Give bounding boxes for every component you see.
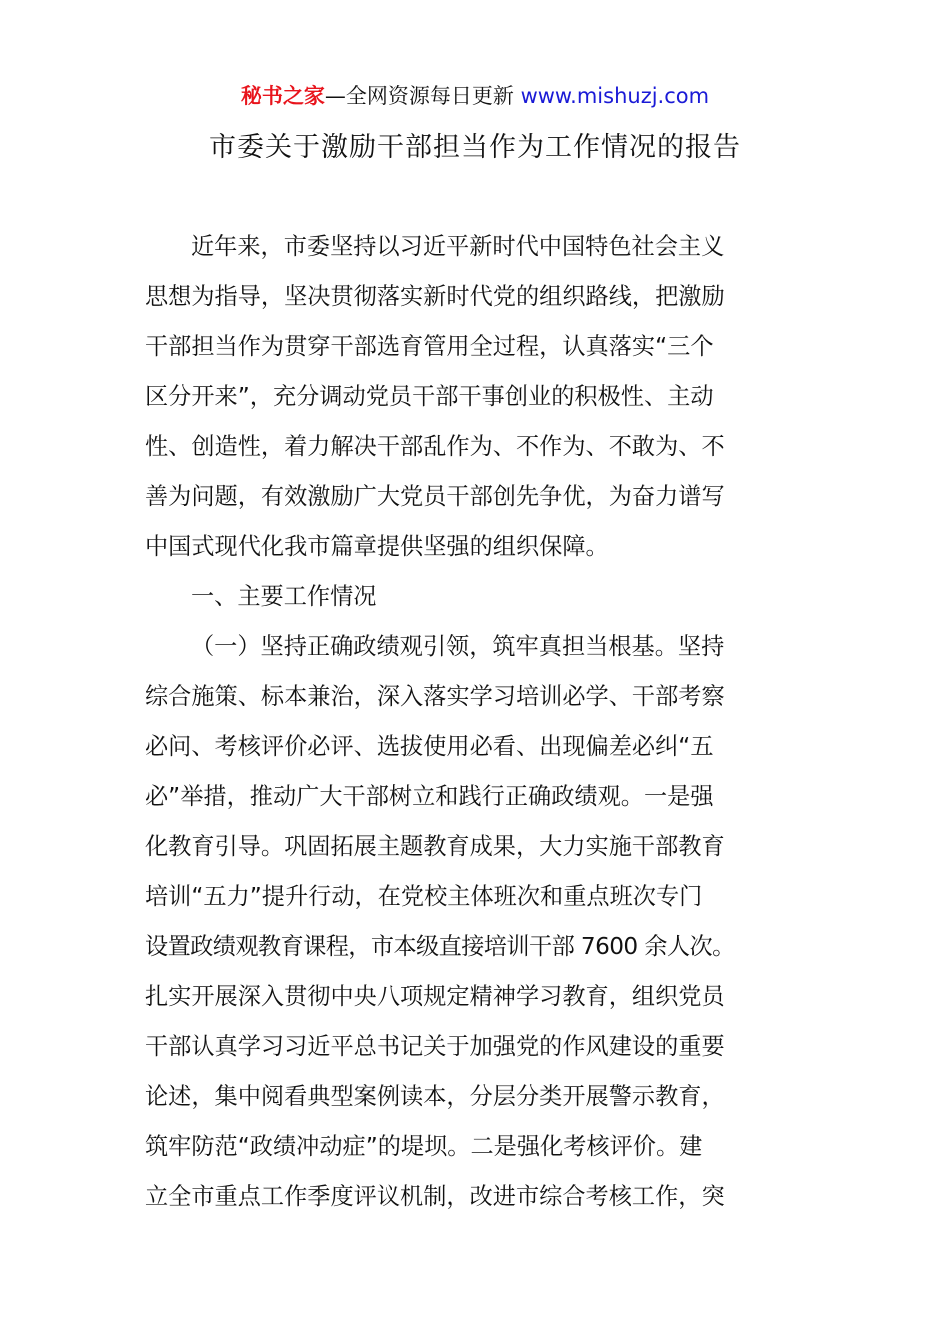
brand-name: 秘书之家 (240, 84, 325, 108)
section-heading: 一、主要工作情况 (191, 583, 377, 610)
body-line: （一）坚持正确政绩观引领，筑牢真担当根基。坚持 (191, 633, 725, 660)
body-line: 设置政绩观教育课程，市本级直接培训干部 7600 余人次。 (145, 933, 735, 960)
body-line: 性、创造性，着力解决干部乱作为、不作为、不敢为、不 (145, 433, 725, 460)
header-tagline: —全网资源每日更新 (324, 84, 521, 108)
site-url-link[interactable]: www.mishuzj.com (520, 84, 710, 108)
body-line: 筑牢防范“政绩冲动症”的堤坝。二是强化考核评价。建 (145, 1133, 703, 1160)
body-line: 必问、考核评价必评、选拔使用必看、出现偏差必纠“五 (145, 733, 714, 760)
body-line: 必”举措，推动广大干部树立和践行正确政绩观。一是强 (145, 783, 714, 810)
body-line: 扎实开展深入贯彻中央八项规定精神学习教育，组织党员 (145, 983, 725, 1010)
body-line: 立全市重点工作季度评议机制，改进市综合考核工作，突 (145, 1183, 725, 1210)
body-line: 善为问题，有效激励广大党员干部创先争优，为奋力谱写 (145, 483, 725, 510)
document-body (145, 222, 807, 1222)
body-line: 论述，集中阅看典型案例读本，分层分类开展警示教育， (145, 1083, 725, 1110)
body-line: 中国式现代化我市篇章提供坚强的组织保障。 (145, 533, 609, 560)
body-line: 近年来，市委坚持以习近平新时代中国特色社会主义 (191, 233, 725, 260)
body-line: 干部担当作为贯穿干部选育管用全过程，认真落实“三个 (145, 333, 714, 360)
body-line: 区分开来”，充分调动党员干部干事创业的积极性、主动 (145, 383, 714, 410)
body-line: 培训“五力”提升行动，在党校主体班次和重点班次专门 (145, 883, 703, 910)
body-line: 综合施策、标本兼治，深入落实学习培训必学、干部考察 (145, 683, 725, 710)
body-line: 思想为指导，坚决贯彻落实新时代党的组织路线，把激励 (145, 283, 725, 310)
site-header (0, 80, 950, 112)
body-line: 化教育引导。巩固拓展主题教育成果，大力实施干部教育 (145, 833, 725, 860)
body-line: 干部认真学习习近平总书记关于加强党的作风建设的重要 (145, 1033, 725, 1060)
document-title: 市委关于激励干部担当作为工作情况的报告 (209, 132, 741, 163)
